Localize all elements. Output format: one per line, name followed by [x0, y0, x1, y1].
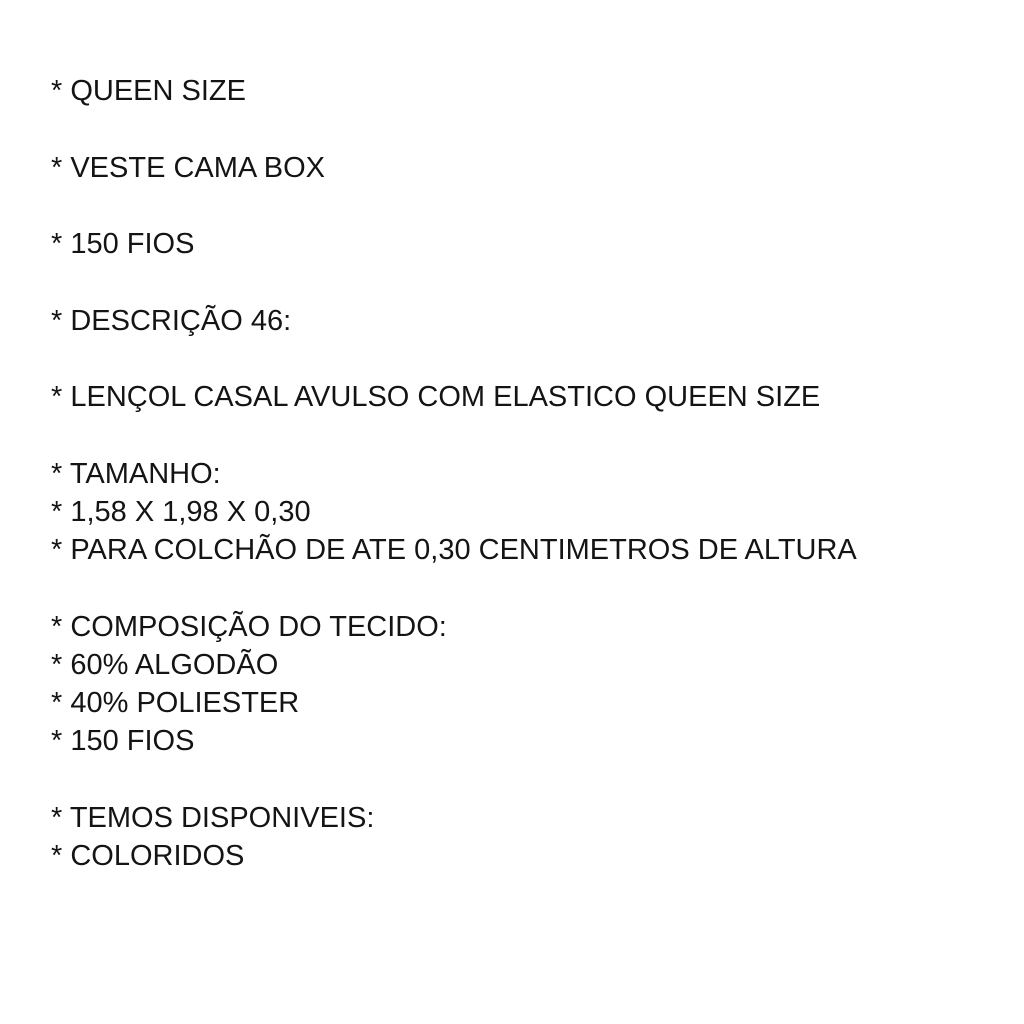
text-line-coloridos: * COLORIDOS	[51, 840, 245, 872]
text-line-algodao: * 60% ALGODÃO	[51, 649, 279, 681]
text-line-fios-composition: * 150 FIOS	[51, 725, 195, 757]
text-line-composicao-heading: * COMPOSIÇÃO DO TECIDO:	[51, 611, 447, 643]
text-line-mattress-height: * PARA COLCHÃO DE ATE 0,30 CENTIMETROS DE ALTURA	[51, 534, 857, 566]
text-line-veste-cama-box: * VESTE CAMA BOX	[51, 152, 325, 184]
text-line-tamanho-heading: * TAMANHO:	[51, 458, 221, 490]
text-line-dimensions: * 1,58 X 1,98 X 0,30	[51, 496, 311, 528]
text-line-lencol: * LENÇOL CASAL AVULSO COM ELASTICO QUEEN SIZE	[51, 381, 821, 413]
text-line-queen-size: * QUEEN SIZE	[51, 75, 246, 107]
text-line-poliester: * 40% POLIESTER	[51, 687, 300, 719]
text-line-descricao: * DESCRIÇÃO 46:	[51, 305, 292, 337]
text-line-disponiveis-heading: * TEMOS DISPONIVEIS:	[51, 802, 375, 834]
text-line-fios: * 150 FIOS	[51, 228, 195, 260]
